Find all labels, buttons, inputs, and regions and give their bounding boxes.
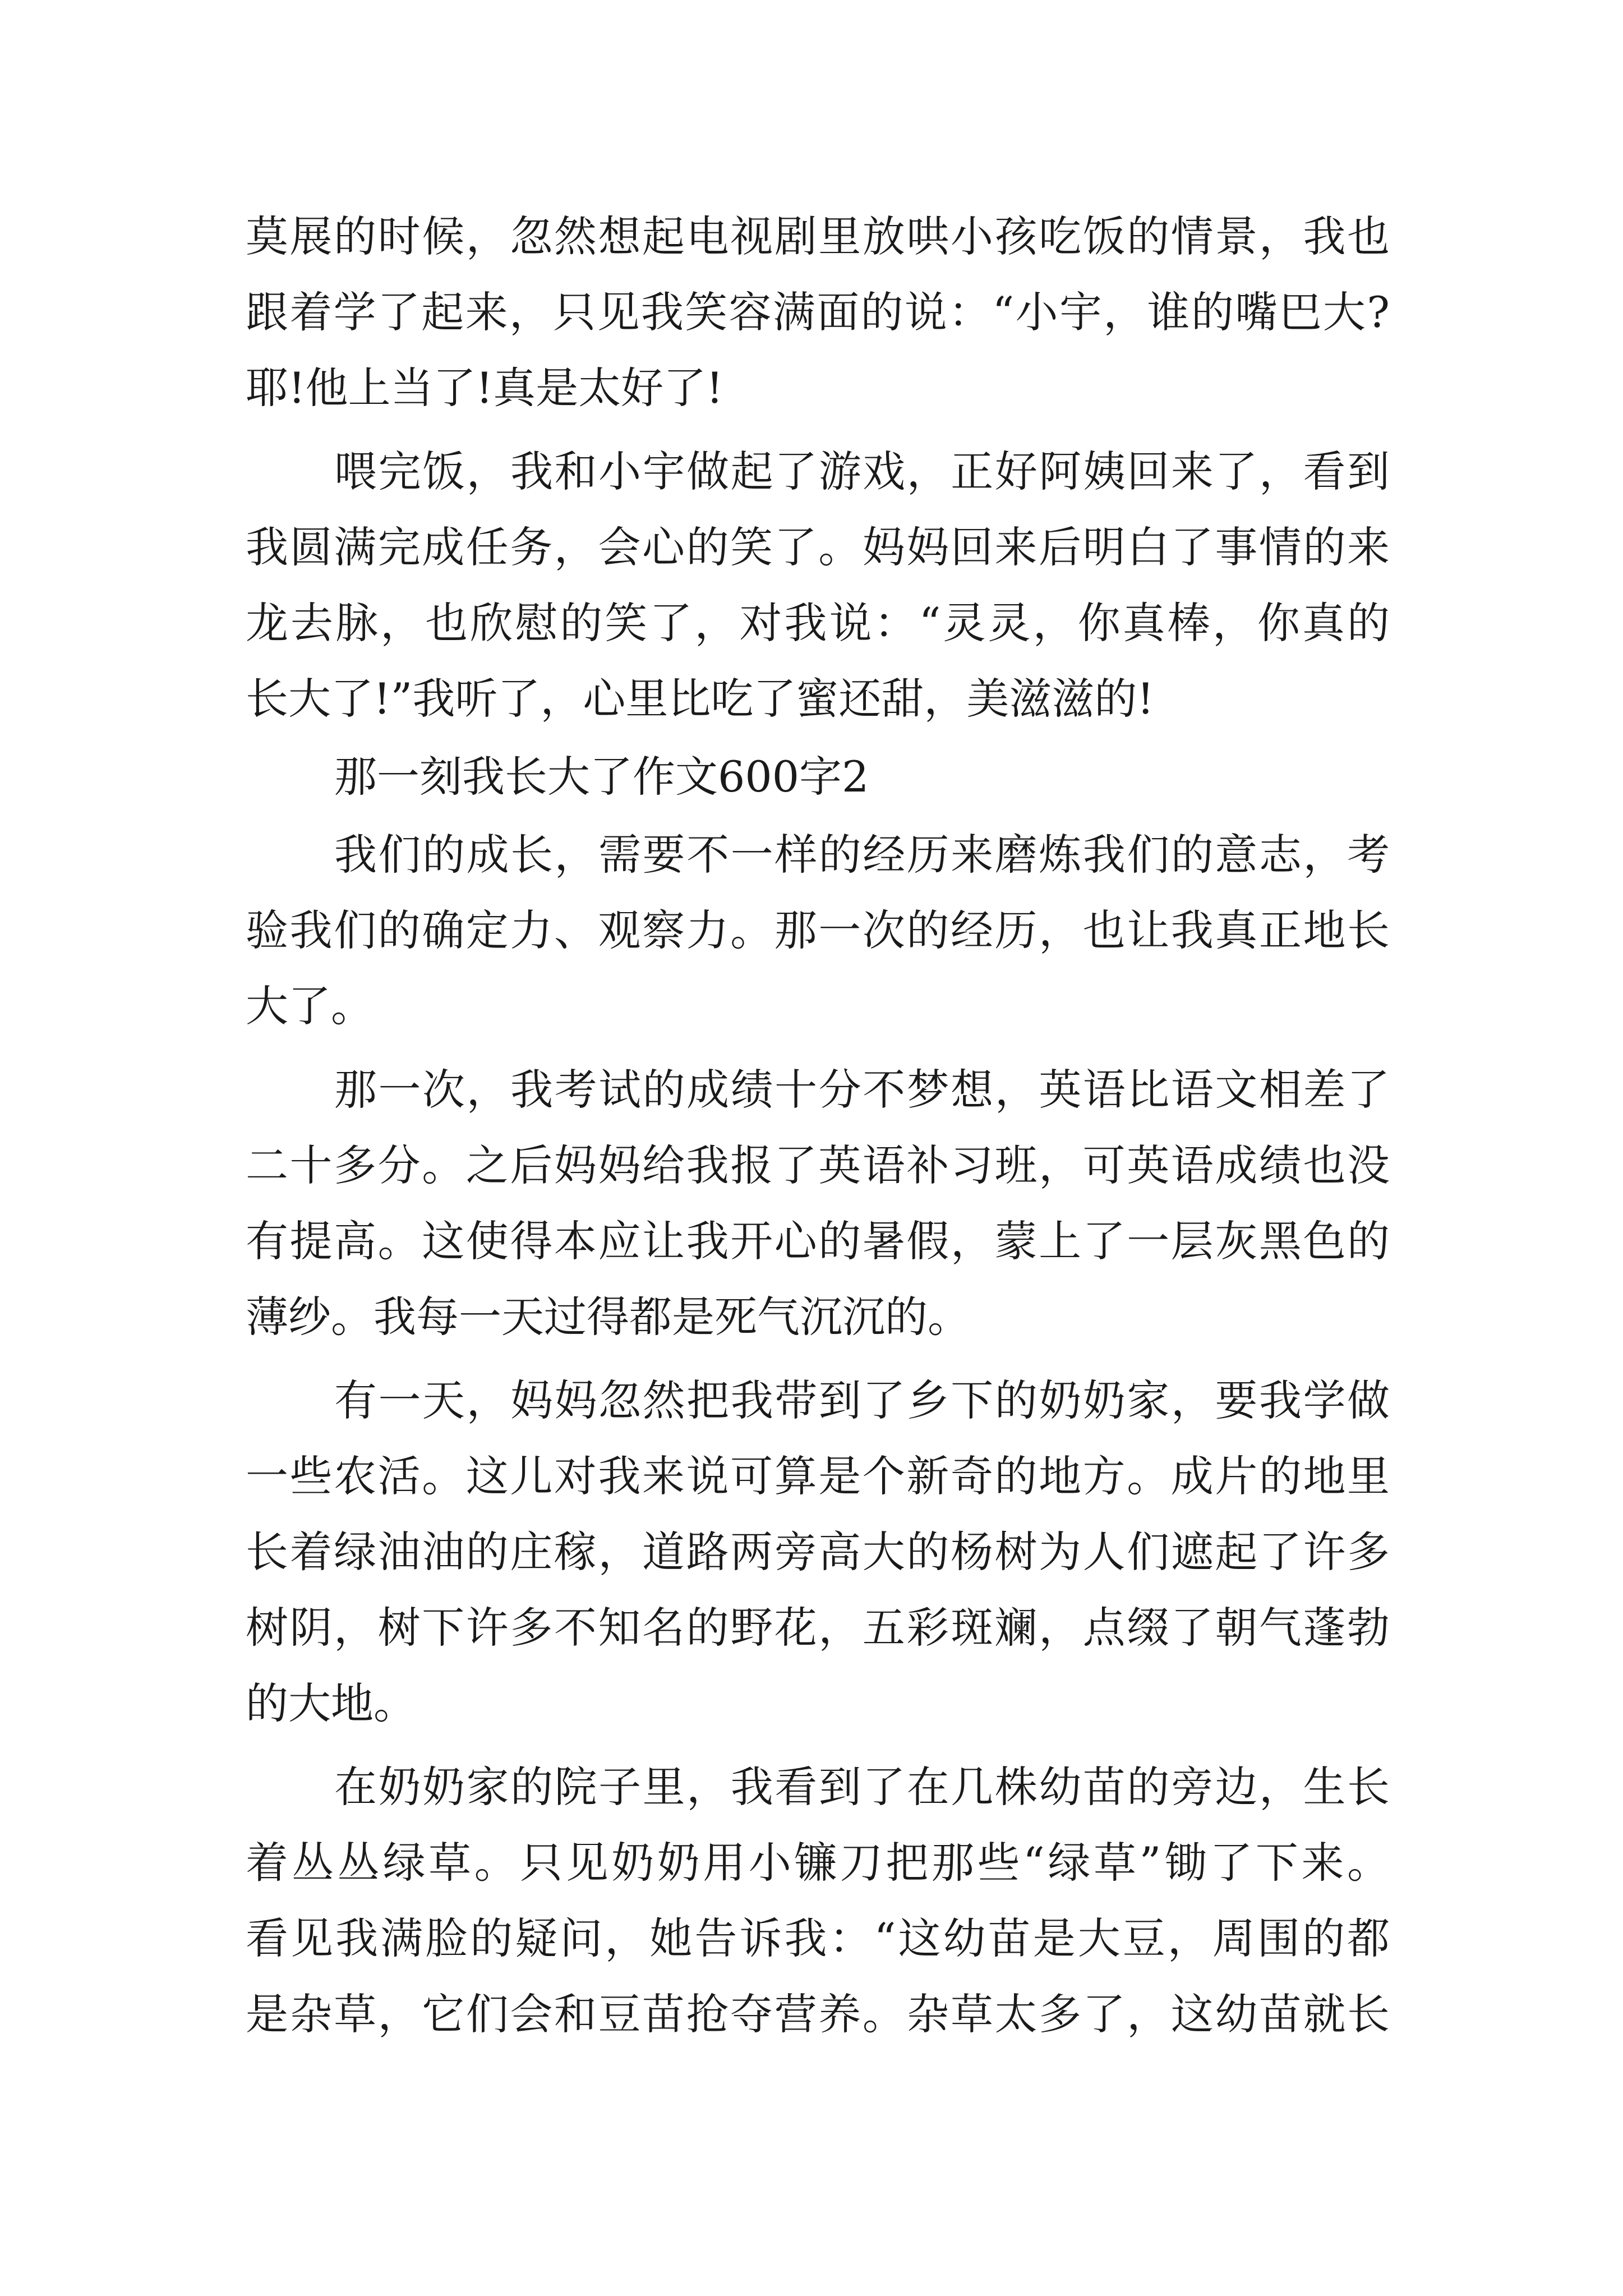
paragraph-first-line: 在奶奶家的院子里，我看到了在几株幼苗的旁边，生长 <box>334 1762 1390 1812</box>
section-heading: 那一刻我长大了作文600字2 <box>334 752 869 802</box>
text-line: 莫展的时候，忽然想起电视剧里放哄小孩吃饭的情景，我也 <box>246 211 1390 261</box>
text-line: 着丛丛绿草。只见奶奶用小镰刀把那些“绿草”锄了下来。 <box>246 1838 1390 1888</box>
paragraph-first-line: 喂完饭，我和小宇做起了游戏，正好阿姨回来了，看到 <box>334 447 1390 496</box>
text-line: 薄纱。我每一天过得都是死气沉沉的。 <box>246 1292 970 1342</box>
paragraph-first-line: 那一次，我考试的成绩十分不梦想，英语比语文相差了 <box>334 1065 1390 1115</box>
text-line: 长大了!”我听了，心里比吃了蜜还甜，美滋滋的! <box>246 674 1154 724</box>
text-line: 大了。 <box>246 981 374 1031</box>
text-line: 长着绿油油的庄稼，道路两旁高大的杨树为人们遮起了许多 <box>246 1527 1390 1577</box>
text-line: 二十多分。之后妈妈给我报了英语补习班，可英语成绩也没 <box>246 1140 1390 1190</box>
text-line: 龙去脉，也欣慰的笑了，对我说：“灵灵，你真棒，你真的 <box>246 598 1390 648</box>
text-line: 有提高。这使得本应让我开心的暑假，蒙上了一层灰黑色的 <box>246 1216 1390 1266</box>
text-line: 树阴，树下许多不知名的野花，五彩斑斓，点缀了朝气蓬勃 <box>246 1603 1390 1653</box>
text-line: 看见我满脸的疑问，她告诉我：“这幼苗是大豆，周围的都 <box>246 1913 1390 1963</box>
text-line: 一些农活。这儿对我来说可算是个新奇的地方。成片的地里 <box>246 1451 1390 1501</box>
text-line: 我圆满完成任务，会心的笑了。妈妈回来后明白了事情的来 <box>246 522 1390 572</box>
text-line: 跟着学了起来，只见我笑容满面的说：“小宇，谁的嘴巴大? <box>246 287 1390 337</box>
paragraph-first-line: 我们的成长，需要不一样的经历来磨炼我们的意志，考 <box>334 830 1390 880</box>
text-line: 验我们的确定力、观察力。那一次的经历，也让我真正地长 <box>246 905 1390 955</box>
paragraph-first-line: 有一天，妈妈忽然把我带到了乡下的奶奶家，要我学做 <box>334 1375 1390 1425</box>
text-line: 耶!他上当了!真是太好了! <box>246 363 723 413</box>
text-line: 的大地。 <box>246 1678 416 1728</box>
text-line: 是杂草，它们会和豆苗抢夺营养。杂草太多了，这幼苗就长 <box>246 1989 1390 2039</box>
